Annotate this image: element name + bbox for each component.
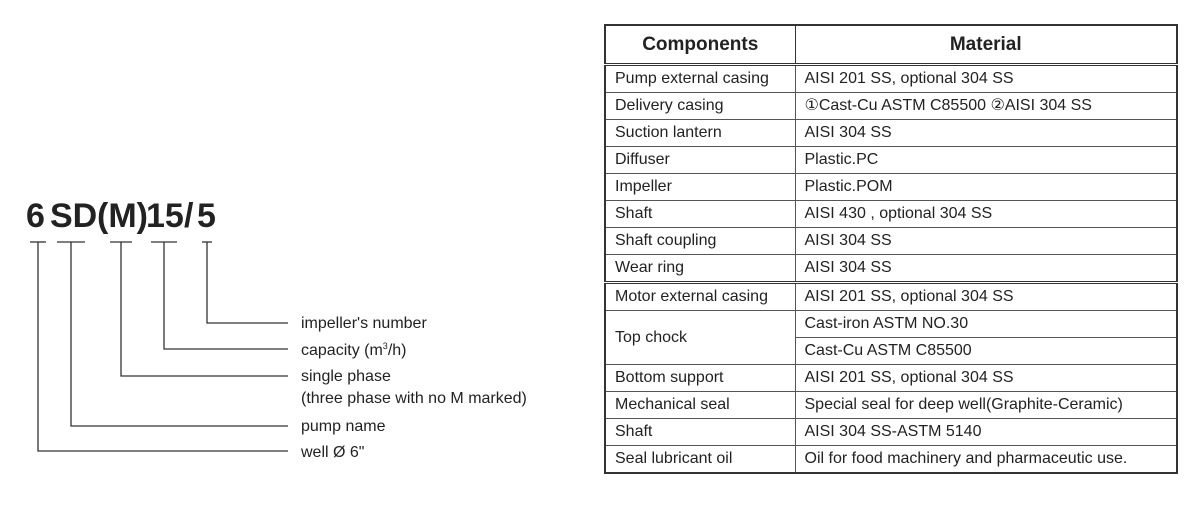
material-cell: Plastic.POM: [795, 174, 1177, 201]
legend-phase-line1: single phase: [301, 368, 391, 385]
material-cell: Cast-Cu ASTM C85500: [795, 338, 1177, 365]
leader-lines: [0, 0, 580, 507]
material-cell: Plastic.PC: [795, 147, 1177, 174]
legend-phase-line2: (three phase with no M marked): [301, 390, 527, 407]
material-cell: AISI 304 SS: [795, 255, 1177, 283]
table-row: [605, 446, 1177, 474]
material-cell: Cast-iron ASTM NO.30: [795, 311, 1177, 338]
material-cell: AISI 304 SS-ASTM 5140: [795, 419, 1177, 446]
code-slash: /: [184, 197, 194, 235]
header-material: Material: [795, 25, 1177, 65]
material-cell: ①Cast-Cu ASTM C85500 ②AISI 304 SS: [795, 93, 1177, 120]
code-phase: (M): [97, 197, 148, 235]
table-row: [605, 419, 1177, 446]
legend-impeller: impeller's number: [301, 315, 427, 332]
material-cell: AISI 304 SS: [795, 120, 1177, 147]
material-cell: AISI 304 SS: [795, 228, 1177, 255]
legend-pump-name: pump name: [301, 418, 386, 435]
table-row: [605, 93, 1177, 120]
table-row: [605, 228, 1177, 255]
component-cell: Suction lantern: [605, 120, 795, 147]
table-row: [605, 174, 1177, 201]
code-capacity: 15: [146, 197, 184, 235]
material-cell: Oil for food machinery and pharmaceutic use.: [795, 446, 1177, 474]
code-pump-name: SD: [50, 197, 98, 235]
leader-phase: [121, 242, 288, 376]
table-row: [605, 311, 1177, 338]
legend-well: well Ø 6": [301, 444, 365, 461]
material-cell: AISI 430 , optional 304 SS: [795, 201, 1177, 228]
component-cell: Shaft: [605, 419, 795, 446]
legend-capacity: capacity $(m^3/h)$: [301, 341, 407, 359]
table-row: [605, 283, 1177, 311]
component-cell: Seal lubricant oil: [605, 446, 795, 474]
leader-capacity: [164, 242, 288, 349]
table-row: [605, 392, 1177, 419]
table-row: [605, 201, 1177, 228]
table-row: [605, 65, 1177, 93]
material-cell: AISI 201 SS, optional 304 SS: [795, 365, 1177, 392]
material-cell: AISI 201 SS, optional 304 SS: [795, 65, 1177, 93]
component-cell: Impeller: [605, 174, 795, 201]
leader-impeller: [207, 242, 288, 323]
table-row: [605, 255, 1177, 283]
material-cell: AISI 201 SS, optional 304 SS: [795, 283, 1177, 311]
component-cell: Pump external casing: [605, 65, 795, 93]
material-cell: Special seal for deep well(Graphite-Ceramic): [795, 392, 1177, 419]
table-header-row: [605, 25, 1177, 65]
component-cell: Shaft: [605, 201, 795, 228]
code-impellers: 5: [197, 197, 216, 235]
component-cell: Diffuser: [605, 147, 795, 174]
components-material-table: [604, 24, 1178, 474]
component-cell: Top chock: [605, 311, 795, 365]
table-row: [605, 120, 1177, 147]
component-cell: Wear ring: [605, 255, 795, 283]
table-row: [605, 147, 1177, 174]
component-cell: Shaft coupling: [605, 228, 795, 255]
model-code-diagram: [0, 0, 580, 507]
leader-well: [38, 242, 288, 451]
code-well-size: 6: [26, 197, 45, 235]
component-cell: Mechanical seal: [605, 392, 795, 419]
component-cell: Motor external casing: [605, 283, 795, 311]
table-row: [605, 365, 1177, 392]
component-cell: Delivery casing: [605, 93, 795, 120]
header-components: Components: [605, 25, 795, 65]
leader-pump-name: [71, 242, 288, 426]
component-cell: Bottom support: [605, 365, 795, 392]
